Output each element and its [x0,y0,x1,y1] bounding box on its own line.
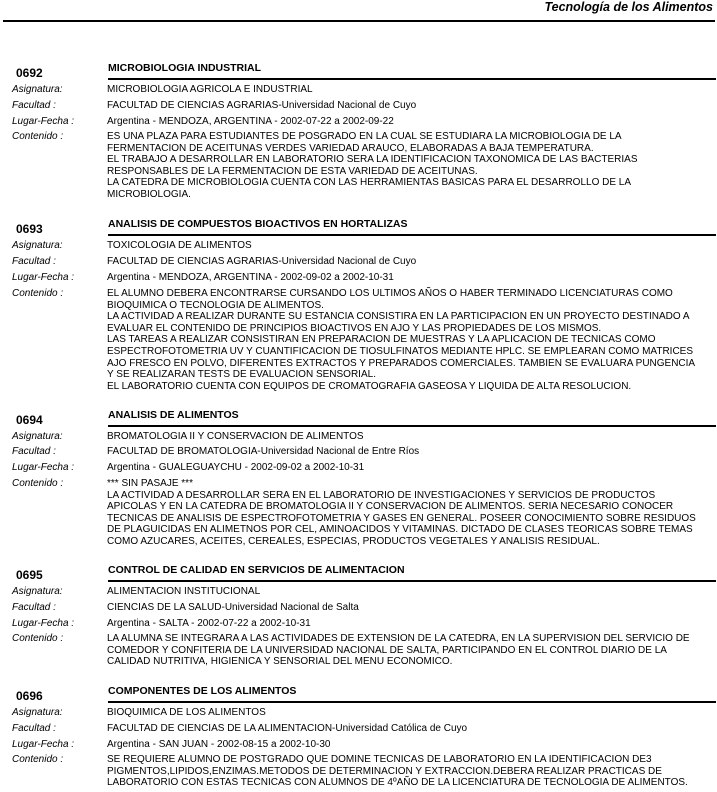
facultad-value: CIENCIAS DE LA SALUD-Universidad Nacional de Salta [107,602,359,613]
contenido-line: EL ALUMNO DEBERA ENCONTRARSE CURSANDO LOS ULTIMOS AÑOS O HABER TERMINADO LICENCIATURAS COMO [107,288,673,299]
lugar-fecha-label: Lugar-Fecha : [12,618,75,629]
asignatura-label: Asignatura: [12,586,63,597]
contenido-line: EL TRABAJO A DESARROLLAR EN LABORATORIO SERA LA IDENTIFICACION TAXONOMICA DE LAS BACTERIAS [107,154,638,166]
entry-code: 0693 [16,222,43,236]
asignatura-value: MICROBIOLOGIA AGRICOLA E INDUSTRIAL [107,84,313,95]
contenido-line: AJO FRESCO EN POLVO, DIFERENTES EXTRACTOS Y PREPARADOS COMERCIALES. TAMBIEN SE EVALUARA PUNGENCIA [107,357,696,369]
asignatura-value: BROMATOLOGIA II Y CONSERVACION DE ALIMENTOS [107,431,364,442]
facultad-label: Facultad : [12,100,56,111]
entry-code: 0696 [16,689,43,703]
entry-title: COMPONENTES DE LOS ALIMENTOS [108,685,297,697]
contenido-line: MICROBIOLOGIA. [107,188,191,200]
lugar-fecha-value: Argentina - MENDOZA, ARGENTINA - 2002-09-02 a 2002-10-31 [107,272,394,283]
contenido-line: ES UNA PLAZA PARA ESTUDIANTES DE POSGRADO EN LA CUAL SE ESTUDIARA LA MICROBIOLOGIA DE LA [107,131,622,142]
contenido-line: FERMENTACION DE ACEITUNAS VERDES VARIEDAD ARAUCO, ELABORADAS A BAJA TEMPERATURA. [107,142,594,154]
contenido-line: LA ALUMNA SE INTEGRARA A LAS ACTIVIDADES DE EXTENSION DE LA CATEDRA, EN LA SUPERVISION DEL SERVICIO DE [107,633,690,644]
entry-divider [108,425,716,427]
contenido-line: SE REQUIERE ALUMNO DE POSTGRADO QUE DOMINE TECNICAS DE LABORATORIO EN LA IDENTIFICACION DE3 [107,754,652,765]
lugar-fecha-label: Lugar-Fecha : [12,116,75,127]
facultad-label: Facultad : [12,723,56,734]
header-divider [3,20,715,22]
entry-divider [108,701,716,703]
asignatura-label: Asignatura: [12,431,63,442]
page-header-title: Tecnología de los Alimentos [544,0,713,14]
contenido-line: LA ACTIVIDAD A DESARROLLAR SERA EN EL LABORATORIO DE INVESTIGACIONES Y SERVICIOS DE PRODUCTOS [107,489,656,501]
entry-divider [108,580,716,582]
contenido-label: Contenido : [12,633,64,644]
contenido-value [107,131,711,201]
contenido-label: Contenido : [12,754,64,765]
contenido-line: LA ACTIVIDAD A REALIZAR DURANTE SU ESTANCIA CONSISTIRA EN LA PARTICIPACION EN UN PROYECTO DESTINADO A [107,311,690,323]
contenido-line: CALIDAD NUTRITIVA, HIGIENICA Y SENSORIAL DEL MENU ECONOMICO. [107,656,453,668]
entry-title: MICROBIOLOGIA INDUSTRIAL [108,62,262,74]
contenido-line: ESPECTROFOTOMETRIA UV Y CUANTIFICACION DE TIOSULFINATOS MEDIANTE HPLC. SE EMPLEARAN COMO MATRICES [107,345,694,357]
lugar-fecha-label: Lugar-Fecha : [12,739,75,750]
contenido-line: BIOQUIMICA O TECNOLOGIA DE ALIMENTOS. [107,299,324,311]
contenido-value [107,478,711,548]
contenido-line: COMEDOR Y CONFITERIA DE LA UNIVERSIDAD NACIONAL DE SALTA, PARTICIPANDO EN EL CONTROL DIARIO DE LA [107,644,667,656]
lugar-fecha-label: Lugar-Fecha : [12,462,75,473]
contenido-line: LAS TAREAS A REALIZAR CONSISTIRAN EN PREPARACION DE MUESTRAS Y LA APLICACION DE TECNICAS COMO [107,334,656,346]
contenido-line: *** SIN PASAJE *** [107,478,193,489]
lugar-fecha-value: Argentina - SAN JUAN - 2002-08-15 a 2002-10-30 [107,739,331,750]
facultad-value: FACULTAD DE CIENCIAS AGRARIAS-Universidad Nacional de Cuyo [107,100,417,111]
entry-divider [108,234,716,236]
contenido-line: DE PLAGUICIDAS EN ALIMETNOS POR CEL, AMINOACIDOS Y VITAMINAS. DICTADO DE CLASES TEORICAS SOBRE TEMAS [107,524,693,536]
facultad-label: Facultad : [12,256,56,267]
contenido-value [107,288,711,392]
facultad-value: FACULTAD DE CIENCIAS DE LA ALIMENTACION-Universidad Católica de Cuyo [107,723,468,734]
asignatura-label: Asignatura: [12,84,63,95]
entry-title: ANALISIS DE ALIMENTOS [108,409,239,421]
contenido-line: EL LABORATORIO CUENTA CON EQUIPOS DE CROMATOGRAFIA GASEOSA Y LIQUIDA DE ALTA RESOLUCION. [107,380,632,392]
asignatura-label: Asignatura: [12,240,63,251]
contenido-line: EVALUAR EL CONTENIDO DE PRINCIPIOS BIOACTIVOS EN AJO Y LAS PROPIEDADES DE LOS MISMOS. [107,322,602,334]
entry-code: 0695 [16,568,43,582]
facultad-value: FACULTAD DE BROMATOLOGIA-Universidad Nacional de Entre Ríos [107,446,420,457]
facultad-value: FACULTAD DE CIENCIAS AGRARIAS-Universidad Nacional de Cuyo [107,256,417,267]
entry-divider [108,78,716,80]
entry-title: ANALISIS DE COMPUESTOS BIOACTIVOS EN HORTALIZAS [108,218,408,230]
contenido-value [107,633,711,668]
contenido-value [107,754,711,789]
lugar-fecha-value: Argentina - MENDOZA, ARGENTINA - 2002-07-22 a 2002-09-22 [107,116,394,127]
contenido-line: Y SE REALIZARAN TESTS DE EVALUACION SENSORIAL. [107,369,376,381]
contenido-label: Contenido : [12,478,64,489]
asignatura-label: Asignatura: [12,707,63,718]
contenido-label: Contenido : [12,131,64,142]
asignatura-value: BIOQUIMICA DE LOS ALIMENTOS [107,707,266,718]
entry-code: 0692 [16,66,43,80]
facultad-label: Facultad : [12,602,56,613]
asignatura-value: TOXICOLOGIA DE ALIMENTOS [107,240,252,251]
lugar-fecha-value: Argentina - SALTA - 2002-07-22 a 2002-10-31 [107,618,311,629]
lugar-fecha-label: Lugar-Fecha : [12,272,75,283]
contenido-line: APICOLAS Y EN LA CATEDRA DE BROMATOLOGIA II Y CONSERVACION DE ALIMENTOS. SERIA NECESARIO CONOCER [107,501,674,513]
contenido-label: Contenido : [12,288,64,299]
entry-title: CONTROL DE CALIDAD EN SERVICIOS DE ALIMENTACION [108,564,405,576]
contenido-line: LABORATORIO CON ESTAS TECNICAS CON ALUMNOS DE 4ºAÑO DE LA LICENCIATURA DE TECNOLOGIA DE ALIMENTOS. [107,777,688,789]
lugar-fecha-value: Argentina - GUALEGUAYCHU - 2002-09-02 a 2002-10-31 [107,462,365,473]
contenido-line: LA CATEDRA DE MICROBIOLOGIA CUENTA CON LAS HERRAMIENTAS BASICAS PARA EL DESARROLLO DE LA [107,177,632,189]
contenido-line: RESPONSABLES DE LA FERMENTACION DE ESTA VARIEDAD DE ACEITUNAS. [107,165,478,177]
facultad-label: Facultad : [12,446,56,457]
contenido-line: COMO AZUCARES, ACEITES, CEREALES, ESPECIAS, PRODUCTOS VEGETALES Y ANALISIS RESIDUAL. [107,535,600,547]
asignatura-value: ALIMENTACION INSTITUCIONAL [107,586,261,597]
contenido-line: PIGMENTOS,LIPIDOS,ENZIMAS.METODOS DE DETERMINACION Y EXTRACCION.DEBERA REALIZAR PRACTICAS DE [107,765,662,777]
contenido-line: TECNICAS DE ANALISIS DE ESPECTROFOTOMETRIA Y GASES EN GENERAL. POSEER CONOCIMIENTO SOBRE RESIDUOS [107,512,696,524]
entry-code: 0694 [16,413,43,427]
